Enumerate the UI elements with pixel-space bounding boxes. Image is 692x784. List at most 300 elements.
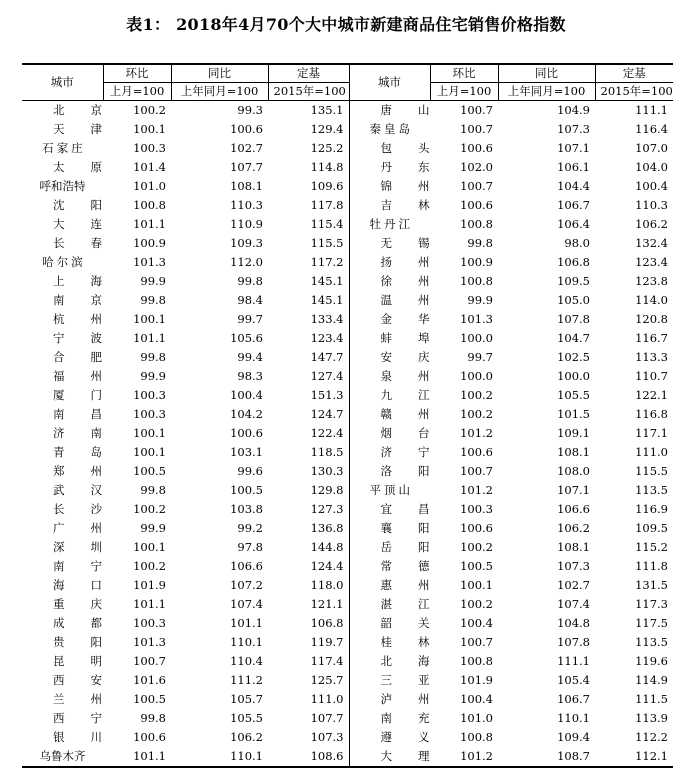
right-yoy-value: 106.2 xyxy=(557,521,590,535)
left-fixed-value: 133.4 xyxy=(268,310,349,329)
left-yoy-value: 99.7 xyxy=(237,312,263,326)
right-city-name: 牡丹江 xyxy=(369,217,413,231)
left-city-name: 银川 xyxy=(53,730,128,744)
left-mom-value: 100.1 xyxy=(133,122,166,136)
right-city-name: 韶关 xyxy=(380,616,456,630)
right-mom-value: 101.9 xyxy=(460,673,493,687)
right-city-name: 洛阳 xyxy=(380,464,456,478)
right-yoy-value: 108.7 xyxy=(498,747,595,767)
left-yoy-value: 112.0 xyxy=(230,255,263,269)
right-city-name: 扬州 xyxy=(380,255,456,269)
right-yoy-value: 105.5 xyxy=(557,388,590,402)
left-city-name: 太原 xyxy=(53,160,128,174)
left-mom-value: 101.9 xyxy=(133,578,166,592)
table-row xyxy=(22,329,673,348)
left-yoy-value: 110.1 xyxy=(171,747,268,767)
header-mom-left: 环比 xyxy=(103,64,171,83)
right-fixed-value: 117.5 xyxy=(635,616,668,630)
header-mom-base-left: 上月=100 xyxy=(103,83,171,101)
left-mom-value: 100.7 xyxy=(133,654,166,668)
left-yoy-value: 98.3 xyxy=(237,369,263,383)
right-fixed-value: 119.6 xyxy=(635,654,668,668)
left-fixed-value: 118.0 xyxy=(268,576,349,595)
left-fixed-value: 108.6 xyxy=(268,747,349,767)
right-fixed-value: 122.1 xyxy=(635,388,668,402)
left-yoy-value: 110.4 xyxy=(230,654,263,668)
table-row xyxy=(22,158,673,177)
left-mom-value: 100.1 xyxy=(133,426,166,440)
table-row xyxy=(22,253,673,272)
right-mom-value: 100.6 xyxy=(460,521,493,535)
header-fixed-left: 定基 xyxy=(268,64,349,83)
left-fixed-value: 151.3 xyxy=(268,386,349,405)
left-mom-value: 100.2 xyxy=(133,502,166,516)
left-yoy-value: 100.5 xyxy=(230,483,263,497)
right-yoy-value: 100.0 xyxy=(557,369,590,383)
right-mom-value: 100.4 xyxy=(460,616,493,630)
right-fixed-value: 113.9 xyxy=(635,711,668,725)
right-mom-value: 100.7 xyxy=(460,103,493,117)
left-fixed-value: 125.2 xyxy=(268,139,349,158)
right-yoy-value: 109.5 xyxy=(557,274,590,288)
right-city-name: 遵义 xyxy=(380,730,456,744)
table-row xyxy=(22,576,673,595)
right-city-name: 包头 xyxy=(380,141,456,155)
right-city-name: 南充 xyxy=(380,711,456,725)
header-fixed-base-left: 2015年=100 xyxy=(268,83,349,101)
right-city-name: 唐山 xyxy=(380,103,456,117)
right-mom-value: 100.9 xyxy=(460,255,493,269)
right-fixed-value: 117.1 xyxy=(635,426,668,440)
left-city-name: 呼和浩特 xyxy=(39,179,86,193)
table-row xyxy=(22,272,673,291)
table-row xyxy=(22,291,673,310)
table-body xyxy=(22,101,673,768)
left-city-name: 海口 xyxy=(53,578,128,592)
right-yoy-value: 107.4 xyxy=(557,597,590,611)
right-fixed-value: 112.1 xyxy=(595,747,673,767)
right-mom-value: 101.0 xyxy=(460,711,493,725)
right-yoy-value: 104.7 xyxy=(557,331,590,345)
right-mom-value: 100.6 xyxy=(460,198,493,212)
price-index-table xyxy=(22,63,673,768)
left-yoy-value: 99.8 xyxy=(237,274,263,288)
right-city-name: 金华 xyxy=(380,312,456,326)
right-city-name: 岳阳 xyxy=(380,540,456,554)
left-fixed-value: 121.1 xyxy=(268,595,349,614)
table-row xyxy=(22,196,673,215)
table-row xyxy=(22,690,673,709)
right-fixed-value: 100.4 xyxy=(635,179,668,193)
right-yoy-value: 104.8 xyxy=(557,616,590,630)
left-yoy-value: 110.1 xyxy=(230,635,263,649)
right-mom-value: 99.7 xyxy=(467,350,493,364)
table-row xyxy=(22,234,673,253)
right-fixed-value: 116.7 xyxy=(635,331,668,345)
left-mom-value: 101.0 xyxy=(133,179,166,193)
table-row xyxy=(22,462,673,481)
right-yoy-value: 101.5 xyxy=(557,407,590,421)
right-fixed-value: 111.8 xyxy=(635,559,668,573)
right-mom-value: 100.5 xyxy=(460,559,493,573)
left-city-name: 石家庄 xyxy=(42,141,86,155)
left-mom-value: 101.1 xyxy=(133,217,166,231)
left-mom-value: 101.1 xyxy=(133,597,166,611)
right-mom-value: 101.2 xyxy=(460,426,493,440)
right-fixed-value: 106.2 xyxy=(635,217,668,231)
left-city-name: 长沙 xyxy=(53,502,128,516)
left-mom-value: 101.3 xyxy=(133,635,166,649)
left-fixed-value: 145.1 xyxy=(268,272,349,291)
right-mom-value: 100.7 xyxy=(460,179,493,193)
left-mom-value: 99.9 xyxy=(140,274,166,288)
right-yoy-value: 108.1 xyxy=(557,540,590,554)
left-fixed-value: 107.3 xyxy=(268,728,349,747)
right-city-name: 惠州 xyxy=(380,578,456,592)
left-city-name: 深圳 xyxy=(53,540,128,554)
right-mom-value: 100.8 xyxy=(460,654,493,668)
left-city-name: 郑州 xyxy=(53,464,128,478)
table-row xyxy=(22,481,673,500)
right-mom-value: 101.3 xyxy=(460,312,493,326)
right-fixed-value: 113.5 xyxy=(635,483,668,497)
right-mom-value: 100.2 xyxy=(460,407,493,421)
left-mom-value: 99.8 xyxy=(140,293,166,307)
right-fixed-value: 131.5 xyxy=(635,578,668,592)
right-yoy-value: 102.5 xyxy=(557,350,590,364)
left-city-name: 贵阳 xyxy=(53,635,128,649)
table-row xyxy=(22,101,673,121)
left-mom-value: 99.9 xyxy=(140,369,166,383)
table-row xyxy=(22,177,673,196)
left-city-name: 厦门 xyxy=(53,388,128,402)
right-yoy-value: 107.1 xyxy=(557,483,590,497)
table-row xyxy=(22,367,673,386)
left-fixed-value: 111.0 xyxy=(268,690,349,709)
right-mom-value: 100.3 xyxy=(460,502,493,516)
left-yoy-value: 110.3 xyxy=(230,198,263,212)
left-fixed-value: 147.7 xyxy=(268,348,349,367)
left-mom-value: 101.1 xyxy=(103,747,171,767)
right-yoy-value: 107.8 xyxy=(557,635,590,649)
right-yoy-value: 105.4 xyxy=(557,673,590,687)
right-city-name: 烟台 xyxy=(380,426,456,440)
right-city-name: 济宁 xyxy=(380,445,456,459)
right-city-name: 吉林 xyxy=(380,198,456,212)
left-fixed-value: 124.7 xyxy=(268,405,349,424)
right-city-name: 三亚 xyxy=(380,673,456,687)
right-mom-value: 100.1 xyxy=(460,578,493,592)
left-yoy-value: 105.5 xyxy=(230,711,263,725)
left-city-name: 成都 xyxy=(53,616,128,630)
right-fixed-value: 112.2 xyxy=(635,730,668,744)
header-mom-right: 环比 xyxy=(430,64,498,83)
left-yoy-value: 102.7 xyxy=(230,141,263,155)
right-city-name: 襄阳 xyxy=(380,521,456,535)
left-city-name: 青岛 xyxy=(53,445,128,459)
right-fixed-value: 109.5 xyxy=(635,521,668,535)
left-mom-value: 100.9 xyxy=(133,236,166,250)
right-yoy-value: 111.1 xyxy=(557,654,590,668)
left-fixed-value: 117.8 xyxy=(268,196,349,215)
left-mom-value: 100.3 xyxy=(133,388,166,402)
right-mom-value: 100.0 xyxy=(460,369,493,383)
right-city-name: 大理 xyxy=(349,747,430,767)
right-fixed-value: 104.0 xyxy=(635,160,668,174)
right-yoy-value: 106.7 xyxy=(557,198,590,212)
right-city-name: 蚌埠 xyxy=(380,331,456,345)
table-row xyxy=(22,709,673,728)
left-city-name: 广州 xyxy=(53,521,128,535)
right-city-name: 平顶山 xyxy=(369,483,413,497)
right-fixed-value: 107.0 xyxy=(635,141,668,155)
table-row xyxy=(22,728,673,747)
right-mom-value: 100.6 xyxy=(460,141,493,155)
left-mom-value: 100.1 xyxy=(133,540,166,554)
left-yoy-value: 99.4 xyxy=(237,350,263,364)
left-yoy-value: 108.1 xyxy=(230,179,263,193)
right-yoy-value: 109.4 xyxy=(557,730,590,744)
right-mom-value: 100.8 xyxy=(460,274,493,288)
table-row xyxy=(22,500,673,519)
right-mom-value: 101.2 xyxy=(460,483,493,497)
left-mom-value: 101.3 xyxy=(133,255,166,269)
left-mom-value: 100.5 xyxy=(133,692,166,706)
left-city-name: 西宁 xyxy=(53,711,128,725)
right-fixed-value: 111.5 xyxy=(635,692,668,706)
left-fixed-value: 115.4 xyxy=(268,215,349,234)
left-city-name: 武汉 xyxy=(53,483,128,497)
left-fixed-value: 127.3 xyxy=(268,500,349,519)
left-mom-value: 100.5 xyxy=(133,464,166,478)
table-row xyxy=(22,557,673,576)
table-row xyxy=(22,538,673,557)
table-row xyxy=(22,139,673,158)
right-yoy-value: 106.4 xyxy=(557,217,590,231)
table-row xyxy=(22,405,673,424)
left-yoy-value: 101.1 xyxy=(230,616,263,630)
right-mom-value: 100.4 xyxy=(460,692,493,706)
left-city-name: 兰州 xyxy=(53,692,128,706)
left-yoy-value: 103.8 xyxy=(230,502,263,516)
right-city-name: 丹东 xyxy=(380,160,456,174)
right-city-name: 湛江 xyxy=(380,597,456,611)
right-city-name: 秦皇岛 xyxy=(369,122,413,136)
left-fixed-value: 115.5 xyxy=(268,234,349,253)
right-fixed-value: 123.4 xyxy=(635,255,668,269)
left-city-name: 南宁 xyxy=(53,559,128,573)
right-mom-value: 101.2 xyxy=(430,747,498,767)
left-yoy-value: 107.7 xyxy=(230,160,263,174)
table-row xyxy=(22,310,673,329)
left-mom-value: 101.4 xyxy=(133,160,166,174)
left-yoy-value: 105.6 xyxy=(230,331,263,345)
table-row xyxy=(22,614,673,633)
left-yoy-value: 104.2 xyxy=(230,407,263,421)
left-city-name: 济南 xyxy=(53,426,128,440)
left-yoy-value: 103.1 xyxy=(230,445,263,459)
right-mom-value: 100.6 xyxy=(460,445,493,459)
left-mom-value: 100.8 xyxy=(133,198,166,212)
right-city-name: 泉州 xyxy=(380,369,456,383)
right-mom-value: 100.2 xyxy=(460,388,493,402)
right-fixed-value: 123.8 xyxy=(635,274,668,288)
left-yoy-value: 106.6 xyxy=(230,559,263,573)
right-yoy-value: 106.8 xyxy=(557,255,590,269)
left-city-name: 乌鲁木齐 xyxy=(22,747,103,767)
left-yoy-value: 100.6 xyxy=(230,122,263,136)
right-fixed-value: 117.3 xyxy=(635,597,668,611)
right-fixed-value: 116.9 xyxy=(635,502,668,516)
left-city-name: 大连 xyxy=(53,217,128,231)
left-city-name: 北京 xyxy=(53,103,128,117)
right-city-name: 锦州 xyxy=(380,179,456,193)
right-fixed-value: 113.5 xyxy=(635,635,668,649)
left-city-name: 西安 xyxy=(53,673,128,687)
left-mom-value: 101.6 xyxy=(133,673,166,687)
left-city-name: 长春 xyxy=(53,236,128,250)
right-mom-value: 100.8 xyxy=(460,730,493,744)
left-fixed-value: 106.8 xyxy=(268,614,349,633)
right-yoy-value: 98.0 xyxy=(564,236,590,250)
right-city-name: 九江 xyxy=(380,388,456,402)
left-yoy-value: 107.2 xyxy=(230,578,263,592)
right-mom-value: 100.0 xyxy=(460,331,493,345)
table-row xyxy=(22,671,673,690)
left-city-name: 重庆 xyxy=(53,597,128,611)
left-yoy-value: 106.2 xyxy=(230,730,263,744)
header-mom-base-right: 上月=100 xyxy=(430,83,498,101)
left-mom-value: 100.1 xyxy=(133,445,166,459)
right-fixed-value: 113.3 xyxy=(635,350,668,364)
table-row xyxy=(22,120,673,139)
right-yoy-value: 106.1 xyxy=(557,160,590,174)
right-yoy-value: 107.1 xyxy=(557,141,590,155)
left-fixed-value: 109.6 xyxy=(268,177,349,196)
left-fixed-value: 117.4 xyxy=(268,652,349,671)
left-mom-value: 99.8 xyxy=(140,483,166,497)
left-fixed-value: 135.1 xyxy=(268,101,349,121)
left-fixed-value: 119.7 xyxy=(268,633,349,652)
right-mom-value: 100.2 xyxy=(460,540,493,554)
table-row xyxy=(22,386,673,405)
right-city-name: 泸州 xyxy=(380,692,456,706)
left-mom-value: 101.1 xyxy=(133,331,166,345)
left-yoy-value: 97.8 xyxy=(237,540,263,554)
right-mom-value: 99.8 xyxy=(467,236,493,250)
left-fixed-value: 107.7 xyxy=(268,709,349,728)
right-yoy-value: 108.1 xyxy=(557,445,590,459)
right-fixed-value: 132.4 xyxy=(635,236,668,250)
left-fixed-value: 130.3 xyxy=(268,462,349,481)
right-yoy-value: 108.0 xyxy=(557,464,590,478)
left-fixed-value: 122.4 xyxy=(268,424,349,443)
right-yoy-value: 104.4 xyxy=(557,179,590,193)
left-fixed-value: 117.2 xyxy=(268,253,349,272)
right-mom-value: 100.7 xyxy=(460,635,493,649)
right-fixed-value: 116.8 xyxy=(635,407,668,421)
right-city-name: 宜昌 xyxy=(380,502,456,516)
right-city-name: 北海 xyxy=(380,654,456,668)
left-city-name: 哈尔滨 xyxy=(42,255,86,269)
left-yoy-value: 109.3 xyxy=(230,236,263,250)
table-title: 表1： 2018年4月70个大中城市新建商品住宅销售价格指数 xyxy=(126,15,566,34)
header-city-left: 城市 xyxy=(22,64,103,101)
right-yoy-value: 110.1 xyxy=(557,711,590,725)
right-yoy-value: 104.9 xyxy=(557,103,590,117)
table-row xyxy=(22,215,673,234)
left-fixed-value: 123.4 xyxy=(268,329,349,348)
left-fixed-value: 144.8 xyxy=(268,538,349,557)
right-mom-value: 100.7 xyxy=(460,464,493,478)
right-fixed-value: 114.0 xyxy=(635,293,668,307)
right-city-name: 桂林 xyxy=(380,635,456,649)
right-yoy-value: 106.7 xyxy=(557,692,590,706)
left-city-name: 昆明 xyxy=(53,654,128,668)
right-city-name: 徐州 xyxy=(380,274,456,288)
left-mom-value: 100.2 xyxy=(133,559,166,573)
header-yoy-right: 同比 xyxy=(498,64,595,83)
right-fixed-value: 111.1 xyxy=(635,103,668,117)
right-city-name: 无锡 xyxy=(380,236,456,250)
header-city-right: 城市 xyxy=(349,64,430,101)
left-mom-value: 100.3 xyxy=(133,616,166,630)
left-city-name: 南昌 xyxy=(53,407,128,421)
left-fixed-value: 114.8 xyxy=(268,158,349,177)
right-city-name: 常德 xyxy=(380,559,456,573)
right-fixed-value: 120.8 xyxy=(635,312,668,326)
right-mom-value: 99.9 xyxy=(467,293,493,307)
table-row xyxy=(22,652,673,671)
left-yoy-value: 100.6 xyxy=(230,426,263,440)
header-fixed-base-right: 2015年=100 xyxy=(595,83,673,101)
right-fixed-value: 110.7 xyxy=(635,369,668,383)
right-fixed-value: 116.4 xyxy=(635,122,668,136)
left-yoy-value: 99.2 xyxy=(237,521,263,535)
right-yoy-value: 102.7 xyxy=(557,578,590,592)
header-fixed-right: 定基 xyxy=(595,64,673,83)
left-mom-value: 99.9 xyxy=(140,521,166,535)
header-yoy-base-right: 上年同月=100 xyxy=(498,83,595,101)
left-city-name: 宁波 xyxy=(53,331,128,345)
left-mom-value: 100.3 xyxy=(133,141,166,155)
table-row xyxy=(22,443,673,462)
right-mom-value: 102.0 xyxy=(460,160,493,174)
right-city-name: 赣州 xyxy=(380,407,456,421)
right-fixed-value: 114.9 xyxy=(635,673,668,687)
table-row xyxy=(22,595,673,614)
left-fixed-value: 125.7 xyxy=(268,671,349,690)
left-yoy-value: 99.6 xyxy=(237,464,263,478)
left-yoy-value: 99.3 xyxy=(237,103,263,117)
left-yoy-value: 110.9 xyxy=(230,217,263,231)
right-mom-value: 100.7 xyxy=(460,122,493,136)
right-mom-value: 100.2 xyxy=(460,597,493,611)
left-mom-value: 99.8 xyxy=(140,350,166,364)
left-fixed-value: 118.5 xyxy=(268,443,349,462)
left-mom-value: 100.3 xyxy=(133,407,166,421)
left-yoy-value: 111.2 xyxy=(230,673,263,687)
right-yoy-value: 106.6 xyxy=(557,502,590,516)
right-yoy-value: 105.0 xyxy=(557,293,590,307)
left-mom-value: 100.6 xyxy=(133,730,166,744)
right-city-name: 温州 xyxy=(380,293,456,307)
right-yoy-value: 107.3 xyxy=(557,122,590,136)
table-row xyxy=(22,747,673,767)
right-yoy-value: 109.1 xyxy=(557,426,590,440)
left-yoy-value: 100.4 xyxy=(230,388,263,402)
left-fixed-value: 127.4 xyxy=(268,367,349,386)
